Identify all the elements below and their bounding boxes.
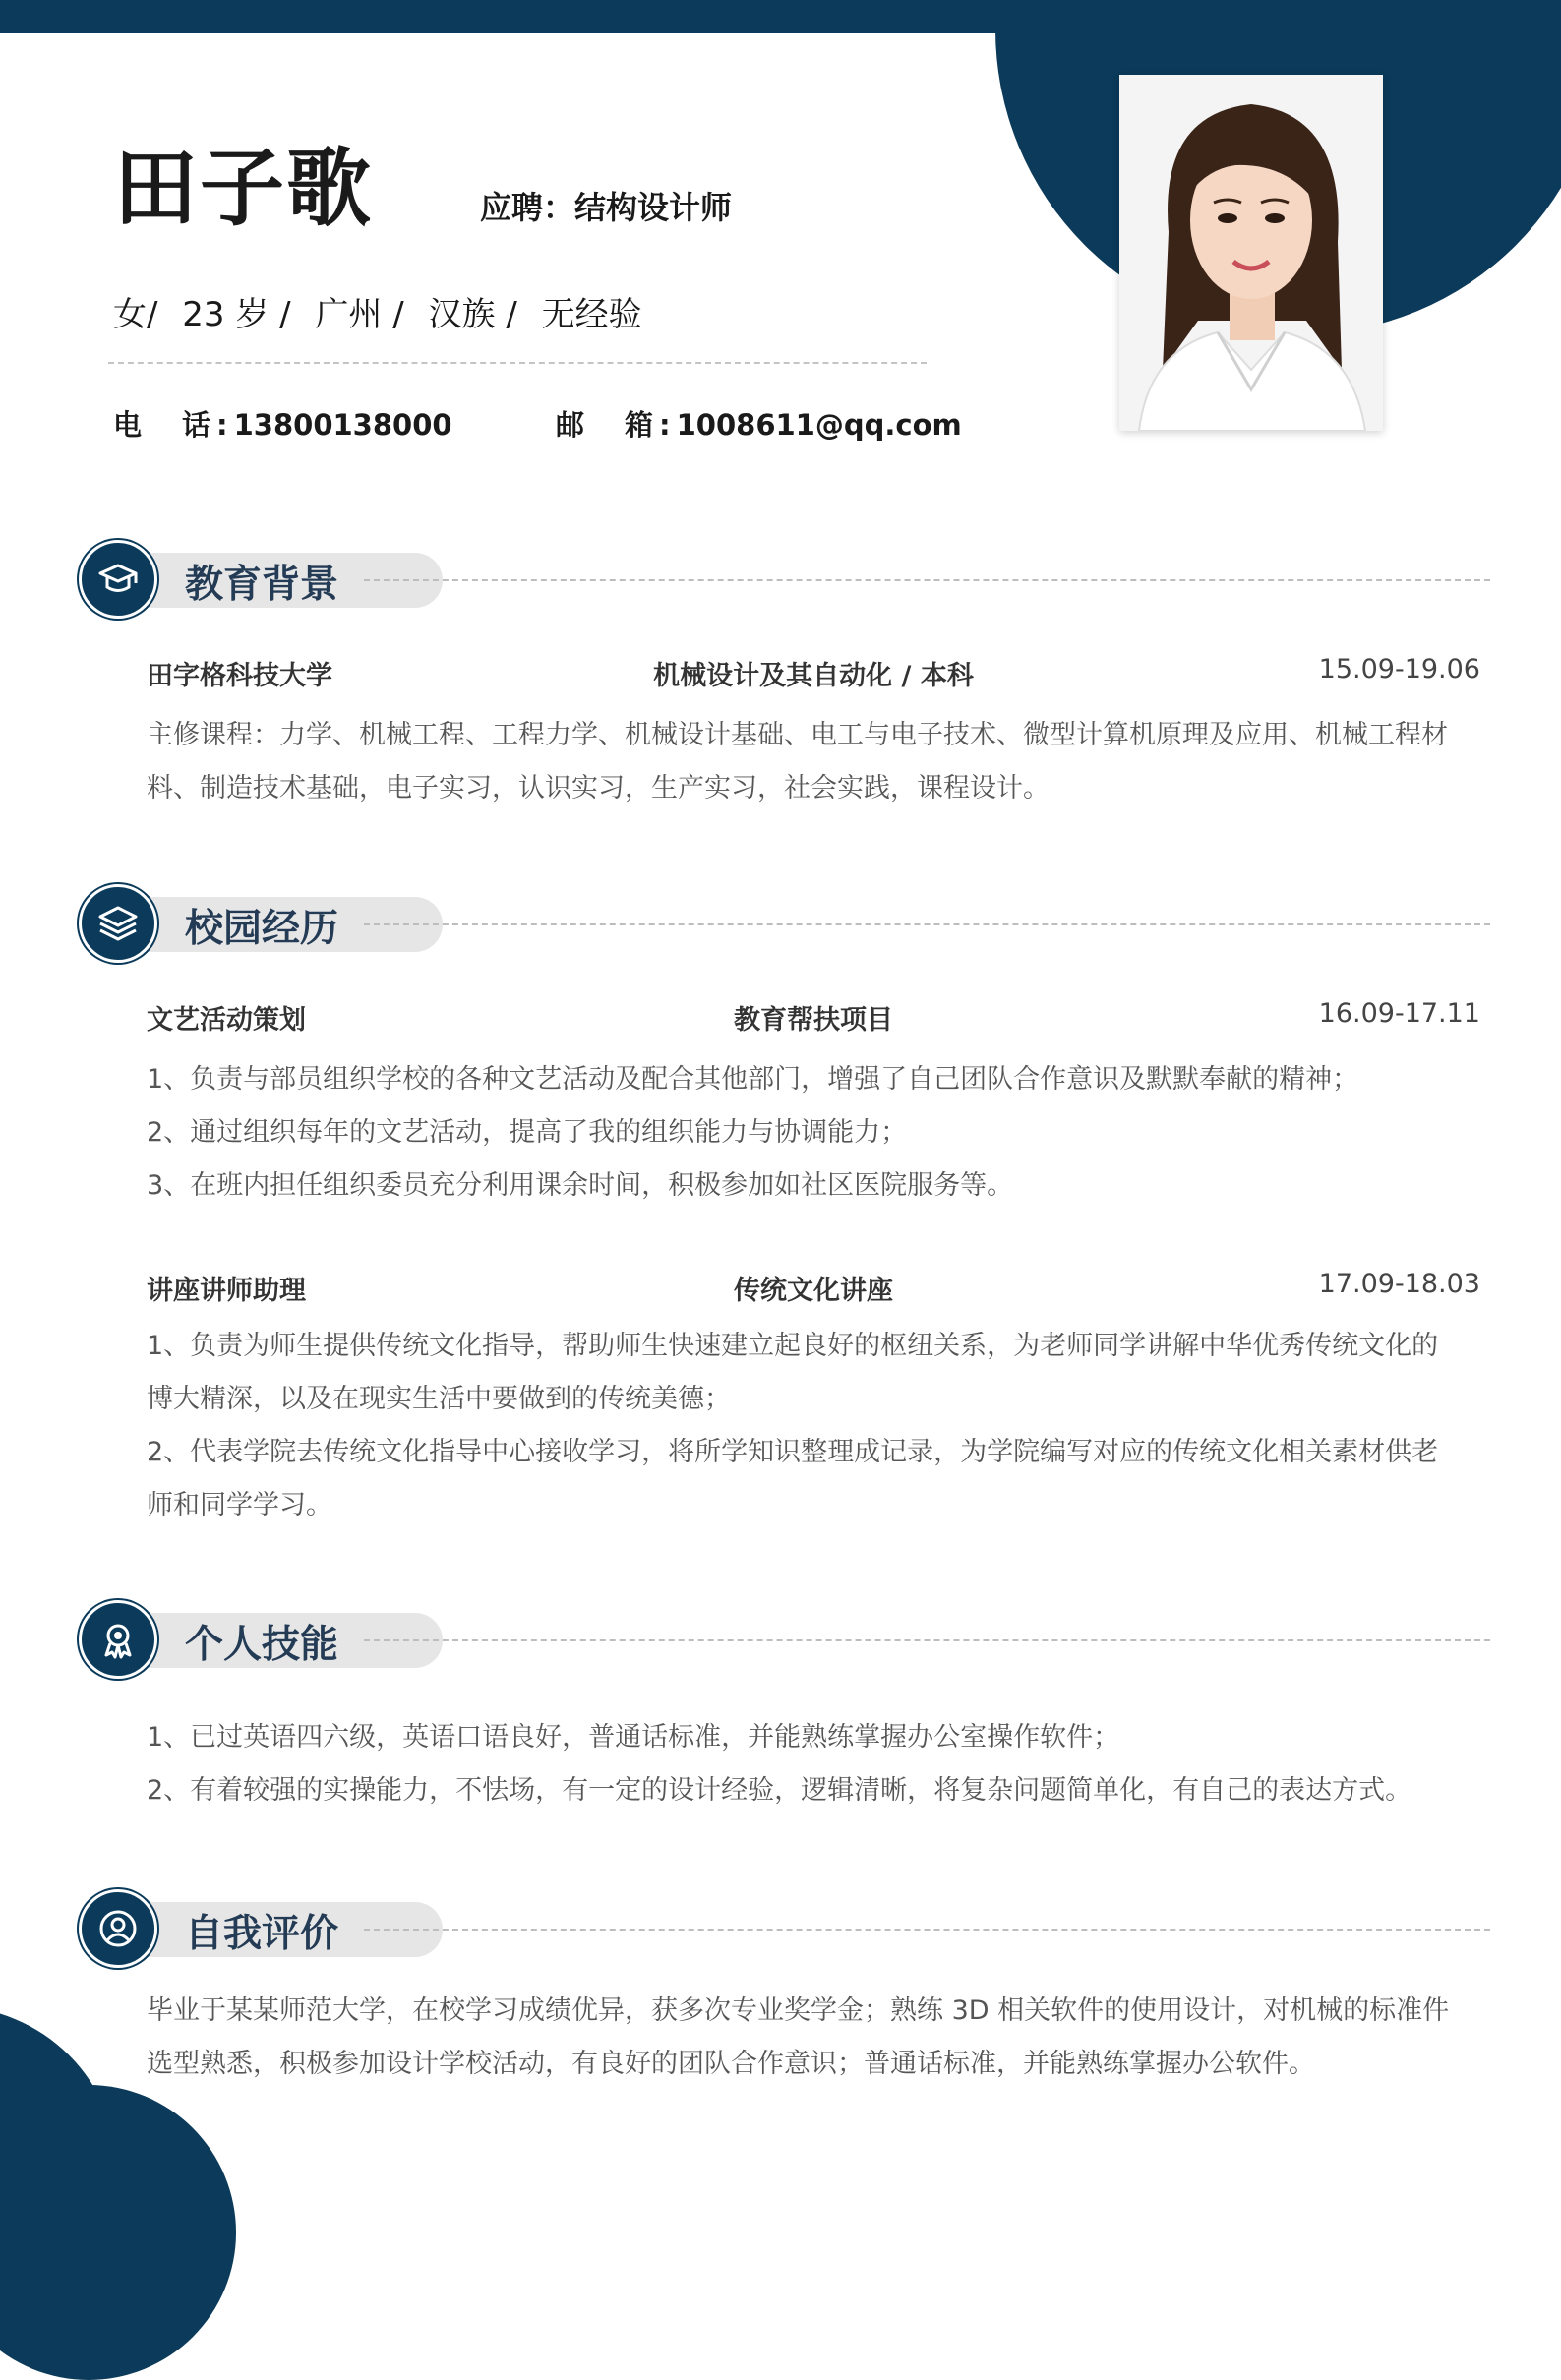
profile-photo xyxy=(1119,75,1383,431)
project: 教育帮扶项目 xyxy=(734,1005,893,1036)
basic-info xyxy=(113,287,656,335)
contact-phone xyxy=(113,403,452,444)
header-divider xyxy=(108,362,927,364)
major: 机械设计及其自动化 / 本科 xyxy=(653,661,974,691)
text-line: 2、代表学院去传统文化指导中心接收学习，将所学知识整理成记录，为学院编写对应的传统文化相关素材供老 xyxy=(147,1437,1439,1467)
section-title: 教育背景 xyxy=(185,563,339,607)
text-line: 料、制造技术基础，电子实习，认识实习，生产实习，社会实践，课程设计。 xyxy=(147,773,1050,803)
info-experience: 无经验 xyxy=(541,295,642,334)
phone-label: 电 话: xyxy=(113,408,234,442)
section-campus-header xyxy=(79,884,1490,963)
self-eval-text xyxy=(147,1985,1484,2091)
date: 17.09-18.03 xyxy=(1318,1269,1480,1299)
section-skills-header xyxy=(79,1600,1490,1679)
text-line: 1、已过英语四六级，英语口语良好，普通话标准，并能熟练掌握办公室操作软件； xyxy=(147,1722,1120,1753)
skills-text xyxy=(147,1711,1484,1817)
text-line: 1、负责为师生提供传统文化指导，帮助师生快速建立起良好的枢纽关系，为老师同学讲解中华优秀传统文化的 xyxy=(147,1331,1439,1361)
campus-item-1-text xyxy=(147,1053,1484,1213)
role: 讲座讲师助理 xyxy=(147,1276,306,1306)
section-title: 自我评价 xyxy=(185,1912,339,1956)
date: 16.09-17.11 xyxy=(1318,998,1480,1029)
section-rule xyxy=(364,923,1490,925)
phone-value: 13800138000 xyxy=(233,408,452,442)
campus-item-2-text xyxy=(147,1320,1484,1532)
email-label: 邮 箱: xyxy=(556,408,677,442)
campus-row-2 xyxy=(147,1269,1480,1308)
email-value: 1008611@qq.com xyxy=(676,408,962,442)
award-icon xyxy=(79,1600,157,1679)
layers-icon xyxy=(79,884,157,963)
contact-email xyxy=(556,403,962,444)
text-line: 3、在班内担任组织委员充分利用课余时间，积极参加如社区医院服务等。 xyxy=(147,1170,1014,1201)
section-self-header xyxy=(79,1889,1490,1968)
job-target: 应聘：结构设计师 xyxy=(480,189,733,226)
section-rule xyxy=(364,1639,1490,1641)
education-date: 15.09-19.06 xyxy=(1318,654,1480,684)
text-line: 1、负责与部员组织学校的各种文艺活动及配合其他部门，增强了自己团队合作意识及默默奉献的精神； xyxy=(147,1064,1359,1095)
candidate-name: 田子歌 xyxy=(113,140,373,238)
section-rule xyxy=(364,579,1490,581)
graduation-cap-icon xyxy=(79,540,157,619)
text-line: 师和同学学习。 xyxy=(147,1490,332,1520)
text-line: 毕业于某某师范大学，在校学习成绩优异，获多次专业奖学金；熟练 3D 相关软件的使用设计，对机械的标准件 xyxy=(147,1995,1450,2026)
text-line: 主修课程：力学、机械工程、工程力学、机械设计基础、电工与电子技术、微型计算机原理及应用、机械工程材 xyxy=(147,720,1448,750)
text-line: 2、有着较强的实操能力，不怯场，有一定的设计经验，逻辑清晰，将复杂问题简单化，有自己的表达方式。 xyxy=(147,1775,1412,1806)
user-icon xyxy=(79,1889,157,1968)
project: 传统文化讲座 xyxy=(734,1276,893,1306)
school-name: 田字格科技大学 xyxy=(147,661,332,691)
section-education-header xyxy=(79,540,1490,619)
campus-row-1 xyxy=(147,998,1480,1038)
info-age: 23 岁 / xyxy=(182,295,291,334)
section-title: 校园经历 xyxy=(185,907,339,951)
section-rule xyxy=(364,1929,1490,1931)
corner-blob-bottom-left-2 xyxy=(0,2085,236,2380)
text-line: 博大精深，以及在现实生活中要做到的传统美德； xyxy=(147,1384,731,1414)
education-courses xyxy=(147,709,1484,815)
text-line: 选型熟悉，积极参加设计学校活动，有良好的团队合作意识；普通话标准，并能熟练掌握办公软件。 xyxy=(147,2049,1315,2079)
info-gender: 女/ xyxy=(113,295,158,334)
role: 文艺活动策划 xyxy=(147,1005,306,1036)
text-line: 2、通过组织每年的文艺活动，提高了我的组织能力与协调能力； xyxy=(147,1117,908,1148)
info-ethnicity: 汉族 / xyxy=(428,295,517,334)
section-title: 个人技能 xyxy=(185,1623,339,1667)
education-row xyxy=(147,654,1480,693)
info-city: 广州 / xyxy=(315,295,404,334)
